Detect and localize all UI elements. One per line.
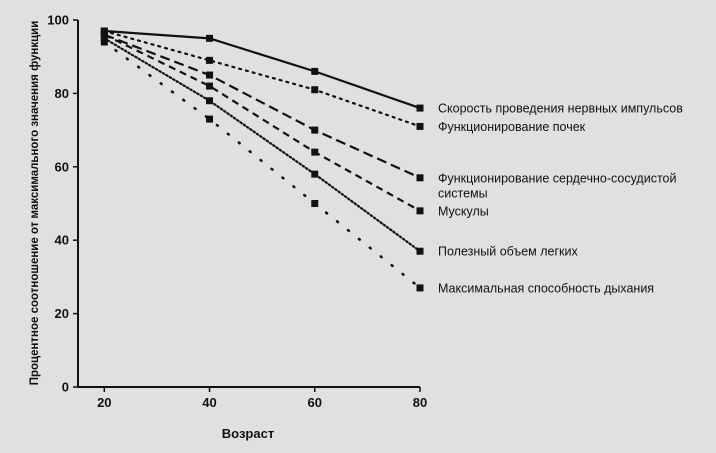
x-tick-label: 80 xyxy=(412,395,428,410)
data-point-marker xyxy=(206,57,213,64)
series-line xyxy=(104,38,420,251)
legend-label-line: системы xyxy=(438,186,488,201)
data-point-marker xyxy=(206,97,213,104)
x-tick-label: 60 xyxy=(307,395,323,410)
series-group xyxy=(101,31,424,181)
y-tick-label: 100 xyxy=(47,12,69,28)
data-point-marker xyxy=(311,127,318,134)
data-point-marker xyxy=(417,174,424,181)
axes xyxy=(78,20,420,387)
legend-label: Функционирование почек xyxy=(438,119,586,134)
data-point-marker xyxy=(206,72,213,79)
x-tick-label: 40 xyxy=(202,395,217,410)
legend-label: Мускулы xyxy=(438,204,489,219)
data-point-marker xyxy=(417,207,424,214)
data-point-marker xyxy=(417,105,424,112)
series-line xyxy=(104,31,420,126)
data-point-marker xyxy=(311,171,318,178)
data-point-marker xyxy=(417,123,424,130)
series-line xyxy=(104,42,420,288)
y-tick-label: 80 xyxy=(54,85,69,101)
data-point-marker xyxy=(206,83,213,90)
y-tick-label: 40 xyxy=(54,232,69,248)
data-point-marker xyxy=(101,39,108,46)
legend-label: Скорость проведения нервных импульсов xyxy=(438,101,683,116)
y-tick-label: 0 xyxy=(61,379,69,395)
x-tick-label: 20 xyxy=(97,395,112,410)
data-point-marker xyxy=(311,200,318,207)
data-point-marker xyxy=(311,86,318,93)
data-point-marker xyxy=(417,248,424,255)
ticks xyxy=(47,13,427,411)
data-point-marker xyxy=(311,149,318,156)
x-axis-label: Возраст xyxy=(221,426,275,441)
legend-label xyxy=(438,171,676,200)
data-point-marker xyxy=(311,68,318,75)
series xyxy=(101,28,424,292)
data-point-marker xyxy=(206,35,213,42)
legend-label: Максимальная способность дыхания xyxy=(438,281,655,296)
series-line xyxy=(104,31,420,108)
legend-label: Полезный объем легких xyxy=(438,244,578,259)
y-tick-label: 20 xyxy=(54,306,69,322)
series-group xyxy=(101,39,424,292)
series-group xyxy=(101,31,424,214)
series-group xyxy=(101,28,424,112)
series-group xyxy=(101,35,424,255)
data-point-marker xyxy=(206,116,213,123)
data-point-marker xyxy=(417,284,424,291)
legend xyxy=(438,102,683,296)
legend-label-line: Функционирование сердечно-сосудистой xyxy=(438,171,677,186)
series-group xyxy=(101,28,424,130)
y-tick-label: 60 xyxy=(54,159,69,175)
series-line xyxy=(104,35,420,211)
series-line xyxy=(104,35,420,178)
y-axis-label: Процентное соотношение от максимального значения функции xyxy=(29,20,41,386)
